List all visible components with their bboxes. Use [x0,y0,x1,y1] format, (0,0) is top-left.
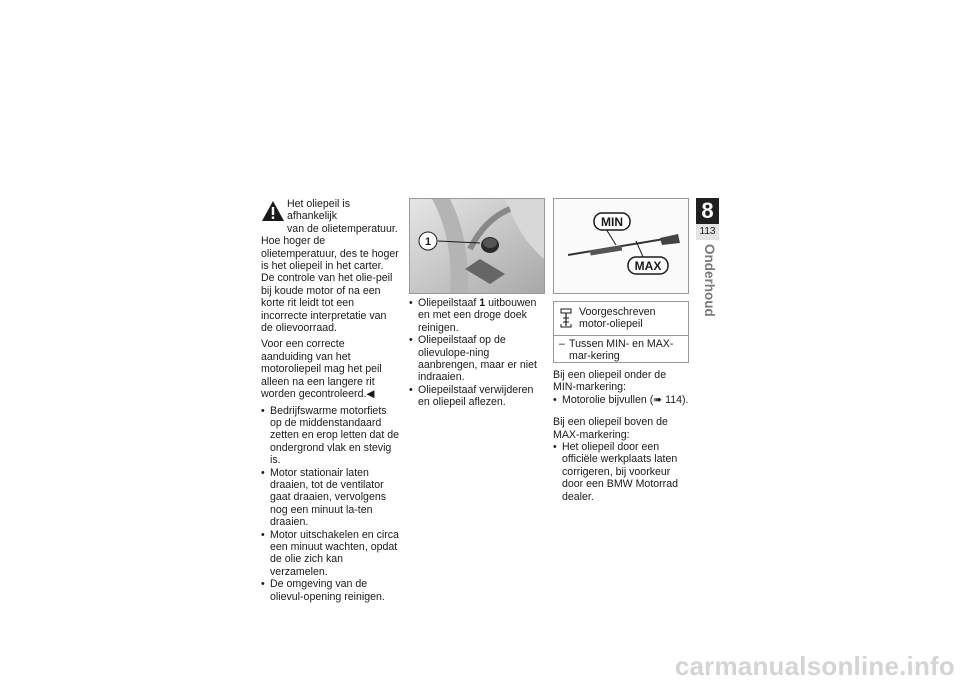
end-mark-icon: ◀ [366,388,375,401]
page-reference-arrow-icon[interactable]: ➠ [653,393,663,406]
dipstick-markings-illustration [553,198,689,294]
list-item: • Het oliepeil door een officiële werkplaats laten corrigeren, bij voorkeur door een BMW Motorrad dealer. [553,441,689,503]
text-column-1 [261,198,399,607]
engine-photo-illustration [410,199,544,293]
list-item: • De omgeving van de olievul-opening reinigen. [261,578,399,603]
step-list-4 [553,441,689,503]
warning-triangle-icon [261,200,285,222]
list-item: • Motor uitschakelen en circa een minuut wachten, opdat de olie zich kan verzamelen. [261,529,399,579]
section-label-text: Onderhoud [702,244,717,317]
spec-title: Voorgeschreven motor-oliepeil [579,306,656,331]
max-label: MAX [634,259,662,273]
list-item: • Oliepeilstaaf verwijderen en oliepeil aflezen. [409,384,545,409]
list-item: • Oliepeilstaaf 1 uitbouwen en met een droge doek reinigen. [409,297,545,334]
list-item: • Motor stationair laten draaien, tot de ventilator gaat draaien, vervolgens nog een minuut la-ten draaien. [261,467,399,529]
warning-text-2: Voor een correcte aanduiding van het motoroliepeil mag het peil alleen na een langere rit worden gecontroleerd.◀ [261,338,382,401]
callout-label: 1 [424,236,432,248]
callout-reference: 1 [479,297,486,309]
spec-value: – Tussen MIN- en MAX-mar-kering [554,336,688,363]
list-item: • Bedrijfswarme motorfiets op de middenstandaard zetten en erop letten dat de ondergrond vlak en stevig is. [261,405,399,467]
section-label [699,244,717,344]
min-label: MIN [601,215,623,229]
watermark: carmanualsonline.info [674,651,955,681]
chapter-number: 8 [701,198,714,223]
specification-box [553,301,689,363]
warning-text: Hoe hoger de olietemperatuur, des te hoger is het oliepeil in het carter. De controle van het olie-peil bij koude motor of na een korte rit leidt tot een incorrecte interpretatie van de olievoorraad. [261,235,399,335]
condition-text: Bij een oliepeil onder de MIN-markering: [553,369,667,394]
warning-line-1: Het oliepeil is afhankelijk [287,198,351,223]
list-item: • Oliepeilstaaf op de olievulope-ning aanbrengen, maar er niet indraaien. [409,334,545,384]
step-list-1 [261,405,399,604]
page-number: 113 [696,224,719,240]
condition-text: Bij een oliepeil boven de MAX-markering: [553,416,668,441]
warning-line-2: van de olietemperatuur. [287,222,398,235]
dipstick-drawing [554,199,688,293]
list-item: • Motorolie bijvullen (➠ 114). [553,394,689,406]
warning-block [261,198,399,235]
step-list-3 [553,394,689,406]
text-column-3 [553,369,689,507]
spec-header [554,302,688,336]
step-list-2 [409,297,545,409]
text-column-2 [409,297,545,413]
dipstick-location-photo [409,198,545,294]
oil-dipstick-icon [560,308,572,328]
